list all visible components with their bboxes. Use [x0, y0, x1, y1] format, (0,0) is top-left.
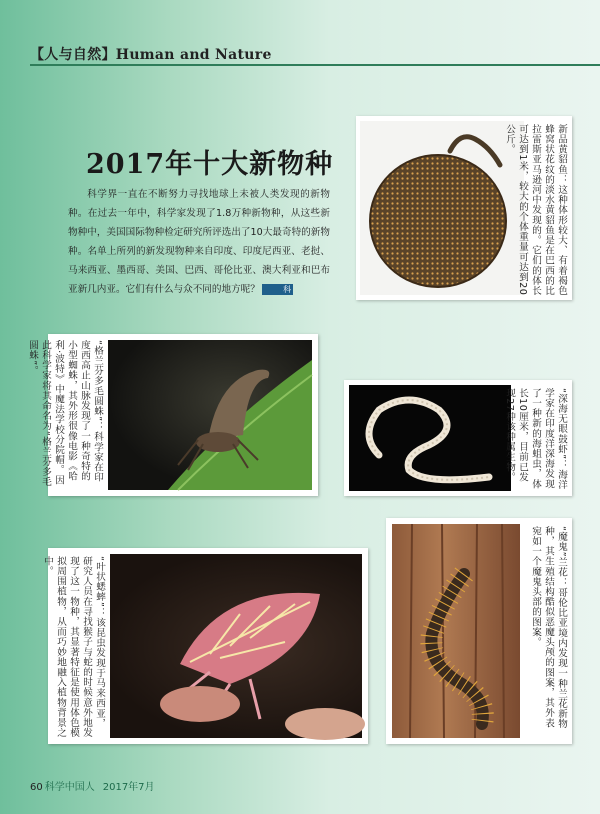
millipede-card [386, 518, 572, 744]
worm-card [344, 380, 572, 496]
worm-photo [349, 385, 511, 491]
katydid-photo [110, 554, 362, 738]
worm-caption: “深海无眼鼓虾”：海洋学家在印度洋深海发现了一种新的海蛆虫，体长10厘米，目前已发现27种该种属生物。 [504, 388, 567, 490]
stingray-caption: 新品黄貂鱼：这种体形较大、有着褐色蜂窝状花纹的淡水黄貂鱼是在巴西的比拉雷斯亚马逊河中发现的。它们的体长可达到1米，较大的个体重量可达到20公斤。 [504, 124, 567, 296]
spider-caption: “格兰芬多毛圆蛛”：科学家在印度西高止山脉发现了一种奇特的小型蜘蛛，其外形很像电影《哈利·波特》中魔法学校分院帽。因此科学家将其命名为“格兰芬多毛圆蛛”。 [27, 340, 103, 487]
section-title: 【人与自然】Human and Nature [30, 47, 272, 63]
stingray-card [356, 116, 572, 300]
publication-name: 科学中国人 [44, 782, 95, 793]
millipede-caption: “魔鬼”兰花：哥伦比亚境内发现一种兰花新物种，其生殖结构酷似恶魔头颅的图案，其外表宛如一个魔鬼头部的图案。 [530, 526, 567, 729]
spider-photo [108, 340, 312, 490]
issue-date: 2017年7月 [102, 782, 155, 793]
intro-badge: 科 [262, 284, 293, 295]
millipede-photo [392, 524, 520, 738]
katydid-caption: “叶状蟋蟀”：该昆虫发现于马来西亚，研究人员在寻找猴子与蛇的时候意外地发现了这一物种，其显著特征是使用体色模拟周围植物，从而巧妙地融入植物背景之中。 [42, 556, 105, 738]
katydid-card [42, 548, 368, 744]
article-title: 2017年十大新物种 [86, 149, 334, 180]
header-divider [30, 64, 600, 66]
page-footer [30, 778, 155, 793]
page-number: 60 [30, 782, 43, 793]
spider-card [27, 334, 318, 496]
stingray-photo [360, 121, 524, 295]
intro-text: 科学界一直在不断努力寻找地球上未被人类发现的新物种。在过去一年中，科学家发现了1.8万种新物种，从这些新物种中，美国国际物种检定研究所评选出了10大最奇特的新物种。名单上所列的新发现物种来自印度、印度尼西亚、老挝、马来西亚、墨西哥、美国、巴西、哥伦比亚、澳大利亚和巴布亚新几内亚。它们有什么与众不同的地方呢？ [68, 189, 330, 295]
article-intro [68, 185, 330, 299]
